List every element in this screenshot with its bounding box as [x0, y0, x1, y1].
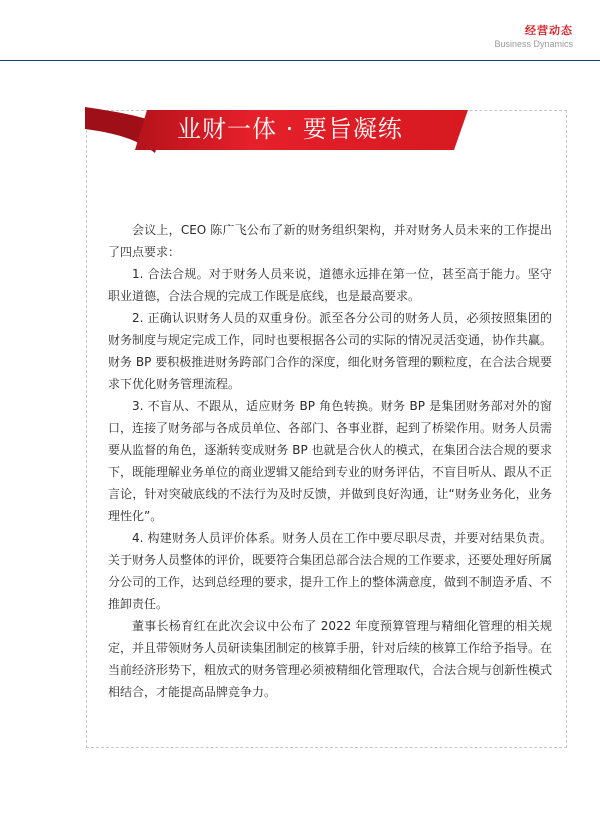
paragraph-intro: 会议上，CEO 陈广飞公布了新的财务组织架构，并对财务人员未来的工作提出了四点要求：: [108, 223, 552, 259]
paragraph-point-1: 1. 合法合规。对于财务人员来说，道德永远排在第一位，甚至高于能力。坚守职业道德，合法合规的完成工作既是底线，也是最高要求。: [108, 267, 552, 303]
article-body: [108, 219, 552, 703]
paragraph-closing: 董事长杨育红在此次会议中公布了 2022 年度预算管理与精细化管理的相关规定，并且带领财务人员研读集团制定的核算手册，针对后续的核算工作给予指导。在当前经济形势下，粗放式的财务管理必须被精细化管理取代，合法合规与创新性模式相结合，才能提高品牌竞争力。: [108, 619, 553, 699]
paragraph-point-3: 3. 不盲从、不跟从，适应财务 BP 角色转换。财务 BP 是集团财务部对外的窗口，连接了财务部与各成员单位、各部门、各事业群，起到了桥梁作用。财务人员需要从监督的角色，逐渐转变成财务 BP 也就是合伙人的模式，在集团合法合规的要求下，既能理解业务单位的商业逻辑又能给到专业的财务评估，不盲目听从、跟从不正言论，针对突破底线的不法行为及时反馈，并做到良好沟通，让“财务业务化，业务理性化”。: [108, 399, 553, 523]
section-subtitle: Business Dynamics: [494, 39, 573, 49]
header-rule: [0, 60, 600, 61]
header-section: [494, 24, 573, 50]
paragraph-point-4: 4. 构建财务人员评价体系。财务人员在工作中要尽职尽责，并要对结果负责。关于财务人员整体的评价，既要符合集团总部合法合规的工作要求，还要处理好所属分公司的工作，达到总经理的要求，提升工作上的整体满意度，做到不制造矛盾、不推卸责任。: [108, 531, 553, 611]
paragraph-point-2: 2. 正确认识财务人员的双重身份。派至各分公司的财务人员，必须按照集团的财务制度与规定完成工作，同时也要根据各公司的实际的情况灵活变通，协作共赢。财务 BP 要积极推进财务跨部门合作的深度，细化财务管理的颗粒度，在合法合规要求下优化财务管理流程。: [108, 311, 553, 391]
section-title: 经营动态: [525, 24, 573, 37]
article-title: 业财一体 · 要旨凝练: [177, 115, 403, 143]
title-banner: [85, 107, 468, 153]
